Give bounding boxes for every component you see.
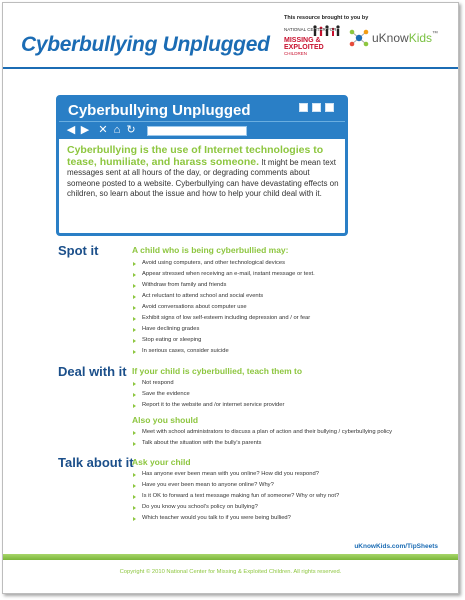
intro-paragraph — [67, 145, 339, 200]
browser-toolbar — [59, 121, 345, 139]
intro-body: It might be mean text messages sent at all hours of the day, or degrading comments about someone posted to a website. Cyberbullying can have devastating effects on children, so learn about the issue and how to help your child deal with it. — [67, 157, 339, 198]
minimize-icon — [299, 103, 308, 112]
list-item: Which teacher would you talk to if you were being bullied? — [132, 513, 339, 524]
ncmec-line2: MISSING & — [284, 37, 321, 44]
talk-about-it-list — [132, 469, 339, 524]
back-arrow-icon: ◀ — [66, 124, 76, 136]
uknowkids-logo — [348, 27, 443, 49]
tip-sheet-page — [2, 2, 459, 594]
uknowkids-wordmark — [372, 31, 438, 45]
close-icon — [325, 103, 334, 112]
list-item: Withdraw from family and friends — [132, 280, 315, 291]
list-item: Act reluctant to attend school and social events — [132, 291, 315, 302]
browser-titlebar — [59, 98, 345, 121]
copyright-text: Copyright © 2010 National Center for Missing & Exploited Children. All rights reserved. — [119, 569, 342, 575]
header-divider — [3, 67, 458, 69]
list-item: In serious cases, consider suicide — [132, 346, 315, 357]
footer-bar — [3, 554, 458, 560]
spot-it-list — [132, 258, 315, 357]
list-item: Do you know you school's policy on bullying? — [132, 502, 339, 513]
also-you-should-heading: Also you should — [132, 415, 199, 425]
browser-window-graphic — [56, 95, 348, 236]
list-item: Not respond — [132, 378, 284, 389]
list-item: Have you ever been mean to anyone online? Why? — [132, 480, 339, 491]
list-item: Has anyone ever been mean with you online? How did you respond? — [132, 469, 339, 480]
section-label-deal-with-it: Deal with it — [58, 364, 127, 379]
stop-icon: ✕ — [98, 124, 108, 136]
header — [3, 3, 458, 63]
home-icon: ⌂ — [113, 124, 121, 136]
uknow-tm: ™ — [432, 31, 439, 37]
refresh-icon: ↻ — [126, 124, 136, 136]
uknow-brand-a: uKnow — [372, 31, 409, 45]
ncmec-line4: CHILDREN — [284, 51, 308, 56]
address-bar — [147, 126, 247, 136]
list-item: Meet with school administrators to discuss a plan of action and their bullying / cyberbullying policy — [132, 427, 392, 438]
list-item: Save the evidence — [132, 389, 284, 400]
list-item: Exhibit signs of low self-esteem including depression and / or fear — [132, 313, 315, 324]
forward-arrow-icon: ▶ — [80, 124, 90, 136]
ncmec-line1: NATIONAL CENTER FOR — [284, 27, 337, 32]
section-label-talk-about-it: Talk about it — [58, 455, 134, 470]
talk-about-it-heading: Ask your child — [132, 457, 191, 467]
also-you-should-list — [132, 427, 392, 449]
ncmec-line3: EXPLOITED — [284, 44, 324, 51]
brought-by-text: This resource brought to you by — [284, 15, 369, 21]
tipsheets-link[interactable]: uKnowKids.com/TipSheets — [354, 543, 438, 550]
maximize-icon — [312, 103, 321, 112]
list-item: Report it to the website and /or internet service provider — [132, 400, 284, 411]
section-label-spot-it: Spot it — [58, 243, 99, 258]
deal-with-it-list — [132, 378, 284, 411]
list-item: Have declining grades — [132, 324, 315, 335]
ncmec-logo — [284, 25, 340, 55]
network-dots-icon — [348, 27, 370, 49]
spot-it-heading: A child who is being cyberbullied may: — [132, 245, 289, 255]
list-item: Avoid conversations about computer use — [132, 302, 315, 313]
list-item: Stop eating or sleeping — [132, 335, 315, 346]
list-item: Is it OK to forward a text message making fun of someone? Why or why not? — [132, 491, 339, 502]
list-item: Avoid using computers, and other technological devices — [132, 258, 315, 269]
list-item: Talk about the situation with the bully's parents — [132, 438, 392, 449]
page-title: Cyberbullying Unplugged — [21, 33, 270, 56]
list-item: Appear stressed when receiving an e-mail, instant message or text. — [132, 269, 315, 280]
intro-lead: Cyberbullying is the use of Internet technologies to tease, humiliate, and harass someone. — [67, 144, 324, 168]
browser-title: Cyberbullying Unplugged — [68, 102, 251, 119]
uknow-brand-b: Kids — [408, 31, 433, 45]
deal-with-it-heading: If your child is cyberbullied, teach them to — [132, 366, 303, 376]
